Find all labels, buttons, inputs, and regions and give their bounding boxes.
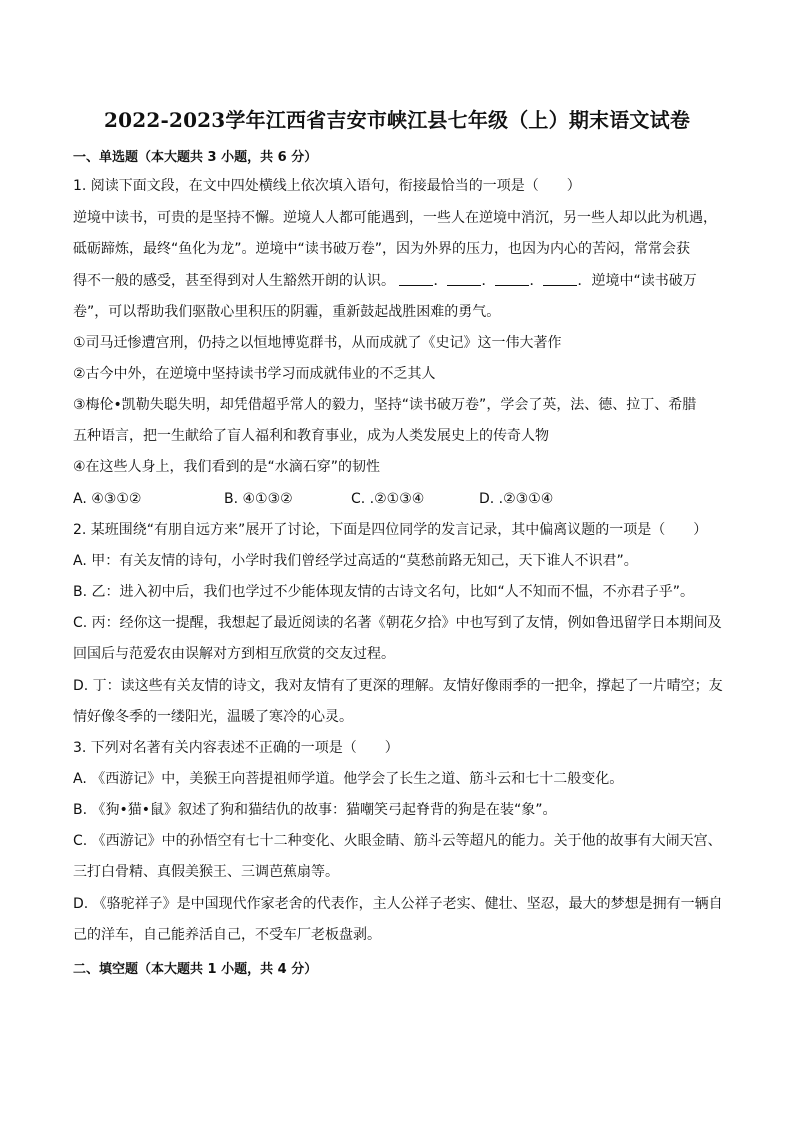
fill-blank-1: [399, 273, 433, 286]
q1-option-a: A. ④③①②: [73, 491, 142, 507]
section-heading-fill-blank: 二、填空题（本大题共 1 小题，共 4 分）: [73, 962, 318, 977]
blank-separator: ．: [433, 273, 448, 289]
q2-option-a: A. 甲：有关友情的诗句，小学时我们曾经学过高适的“莫愁前路无知己，天下谁人不识君”。: [73, 553, 638, 569]
q2-option-c: C. 丙：经你这一提醒，我想起了最近阅读的名著《朝花夕拾》中也写到了友情，例如鲁迅留学日本期间及: [73, 615, 722, 631]
q3-option-c-cont: 三打白骨精、真假美猴王、三调芭蕉扇等。: [73, 864, 339, 880]
q2-option-c-cont: 回国后与范爱农由误解对方到相互欣赏的交友过程。: [73, 646, 395, 662]
q1-passage-text-end: ．逆境中“读书破万: [577, 273, 697, 289]
q2-option-d: D. 丁：读这些有关友情的诗文，我对友情有了更深的理解。友情好像雨季的一把伞，撑起了一片晴空；友: [73, 678, 723, 694]
q1-option-b: B. ④①③②: [224, 491, 293, 507]
q1-item-3-cont: 五种语言，把一生献给了盲人福利和教育事业，成为人类发展史上的传奇人物: [73, 428, 549, 444]
page-title: 2022-2023学年江西省吉安市峡江县七年级（上）期末语文试卷: [103, 108, 691, 132]
q3-option-d-cont: 己的洋车，自己能养活自己，不受车厂老板盘剥。: [73, 927, 381, 943]
q3-option-a: A. 《西游记》中，美猴王向菩提祖师学道。他学会了长生之道、筋斗云和七十二般变化。: [73, 771, 624, 787]
fill-blank-2: [447, 273, 481, 286]
q2-option-d-cont: 情好像冬季的一缕阳光，温暖了寒冷的心灵。: [73, 709, 353, 725]
q1-passage-line-2: 砥砺蹄炼，最终“鱼化为龙”。逆境中“读书破万卷”，因为外界的压力，也因为内心的苦闷，常常会获: [73, 241, 691, 257]
question-1-stem: 1. 阅读下面文段，在文中四处横线上依次填入语句，衔接最恰当的一项是（ ）: [73, 178, 581, 194]
q3-option-b: B. 《狗•猫•鼠》叙述了狗和猫结仇的故事：猫嘲笑弓起脊背的狗是在装“象”。: [73, 802, 557, 818]
blank-separator: ．: [529, 273, 544, 289]
q1-passage-line-4: 卷”，可以帮助我们驱散心里积压的阴霾，重新鼓起战胜困难的勇气。: [73, 304, 501, 320]
q1-item-3: ③梅伦•凯勒失聪失明，却凭借超乎常人的毅力，坚持“读书破万卷”，学会了英，法、德、拉丁、希腊: [73, 397, 697, 413]
fill-blank-4: [543, 273, 577, 286]
q1-item-2: ②古今中外，在逆境中坚持读书学习而成就伟业的不乏其人: [73, 366, 436, 382]
question-3-stem: 3. 下列对名著有关内容表述不正确的一项是（ ）: [73, 740, 399, 756]
blank-separator: ．: [481, 273, 496, 289]
question-2-stem: 2. 某班围绕“有朋自远方来”展开了讨论，下面是四位同学的发言记录，其中偏离议题的一项是（ ）: [73, 522, 708, 538]
q3-option-c: C. 《西游记》中的孙悟空有七十二种变化、火眼金睛、筋斗云等超凡的能力。关于他的故事有大闹天宫、: [73, 833, 722, 849]
q1-passage-line-3: [73, 272, 723, 290]
q2-option-b: B. 乙：进入初中后，我们也学过不少能体现友情的古诗文名句，比如“人不知而不愠，不亦君子乎”。: [73, 584, 695, 600]
fill-blank-3: [495, 273, 529, 286]
section-heading-single-choice: 一、单选题（本大题共 3 小题，共 6 分）: [73, 150, 318, 165]
q1-passage-line-1: 逆境中读书，可贵的是坚持不懈。逆境人人都可能遇到，一些人在逆境中消沉，另一些人却以此为机遇，: [73, 210, 717, 226]
q1-item-4: ④在这些人身上，我们看到的是“水滴石穿”的韧性: [73, 459, 381, 475]
q1-option-c: C. .②①③④: [351, 491, 425, 507]
q1-option-d: D. .②③①④: [479, 491, 554, 507]
q1-passage-text: 得不一般的感受，甚至得到对人生豁然开朗的认识。: [73, 273, 395, 289]
q3-option-d: D. 《骆驼祥子》是中国现代作家老舍的代表作，主人公祥子老实、健壮、坚忍，最大的梦想是拥有一辆自: [73, 896, 723, 912]
q1-item-1: ①司马迁惨遭宫刑，仍持之以恒地博览群书，从而成就了《史记》这一伟大著作: [73, 335, 562, 351]
